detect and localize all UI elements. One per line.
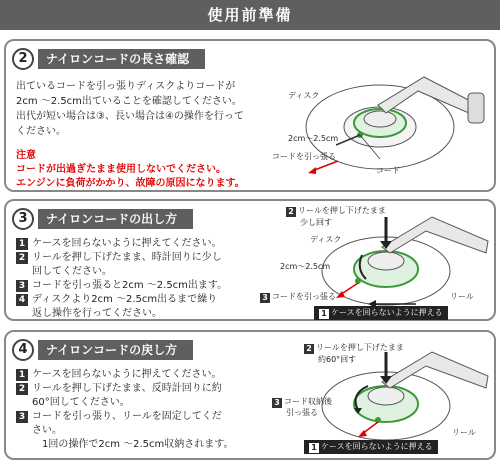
step-number: 2 [16,252,28,264]
step-number: 1 [16,238,28,250]
step-number: 2 [304,344,314,354]
step-number: 3 [16,411,28,423]
section-number: 4 [12,339,34,361]
body-line: ください。 [16,126,66,137]
reel-instruction-label [286,205,386,217]
step-text: リールを押し下げたまま、反時計回りに約 [32,383,222,394]
step-number: 3 [16,280,28,292]
case-instruction: ケースを回らないように押える [321,442,433,451]
step-number: 3 [272,398,282,408]
step-item [16,293,246,307]
step-number: 3 [260,293,270,303]
pull-instruction: コード収納後 [284,397,332,406]
extra-note: 1回の操作で2cm 〜2.5cm収納されます。 [42,439,234,450]
step-text: リールを押し下げたまま、時計回りに少し [32,252,222,263]
cord-label: コード [376,166,400,175]
case-instruction-label [304,440,438,454]
step-text-cont: さい。 [32,425,62,436]
step-list [16,368,246,452]
case-instruction-label [314,306,448,320]
step-text: ケースを回らないように押えてください。 [32,238,222,249]
disk-label: ディスク [288,91,320,100]
length-label: 2cm〜2.5cm [288,134,339,143]
section-number: 2 [12,48,34,70]
caution-line: エンジンに負荷がかかり、故障の原因になります。 [16,178,245,189]
step-text-cont: 回してください。 [32,266,112,277]
body-line: 出代が短い場合は③、長い場合は④の操作を行って [16,111,244,122]
section-title: ナイロンコードの戻し方 [38,340,193,360]
step-list [16,237,246,321]
section-retract-cord [4,330,496,460]
section-header [12,339,193,361]
section-header [12,48,205,70]
reel-instruction-label [304,342,404,354]
caution-note [16,149,245,191]
reel-label: リール [450,292,474,301]
feed-cord-illustration [250,203,494,319]
retract-cord-illustration [250,334,494,458]
caution-title: 注意 [16,150,36,161]
page-title: 使用前準備 [0,0,500,30]
step-item [16,237,246,251]
cord-length-illustration [268,53,492,189]
section-number: 3 [12,208,34,230]
section-header [12,208,193,230]
step-number: 4 [16,294,28,306]
step-number: 2 [286,207,296,217]
section-feed-cord [4,199,496,321]
reel-instruction: リールを押し下げたまま [298,206,386,215]
body-line: 出ているコードを引っ張りディスクよりコードが [16,81,236,92]
pull-instruction-2: 引っ張る [286,408,318,417]
step-number: 1 [16,369,28,381]
step-text-cont: 返し操作を行ってください。 [32,308,162,319]
section-body [16,79,264,139]
reel-instruction-2: 約60°回す [318,355,357,364]
disk-label: ディスク [310,235,342,244]
section-cord-length-check [4,39,496,192]
step-text-cont: 60°回してください。 [32,397,130,408]
step-text: コードを引っ張ると2cm 〜2.5cm出ます。 [32,280,228,291]
step-item [16,279,246,293]
body-line: 2cm 〜2.5cm出ていることを確認してください。 [16,96,242,107]
step-text: ケースを回らないように押えてください。 [32,369,222,380]
step-item [16,410,246,424]
reel-label: リール [452,428,476,437]
length-label: 2cm〜2.5cm [280,262,331,271]
step-item [16,251,246,265]
reel-instruction: リールを押し下げたまま [316,343,404,352]
step-text: ディスクより2cm 〜2.5cm出るまで繰り [32,294,218,305]
step-number: 1 [309,443,319,453]
section-title: ナイロンコードの長さ確認 [38,49,205,69]
pull-instruction: コードを引っ張る [272,292,336,301]
step-text: コードを引っ張り、リールを固定してくだ [32,411,222,422]
reel-instruction-2: 少し回す [300,218,332,227]
step-number: 1 [319,309,329,319]
step-number: 2 [16,383,28,395]
pull-label: コードを引っ張る [272,152,336,161]
step-item [16,382,246,396]
case-instruction: ケースを回らないように押える [331,308,443,317]
caution-line: コードが出過ぎたまま使用しないでください。 [16,164,226,175]
pull-instruction-label [260,291,336,303]
step-item [16,368,246,382]
section-title: ナイロンコードの出し方 [38,209,193,229]
